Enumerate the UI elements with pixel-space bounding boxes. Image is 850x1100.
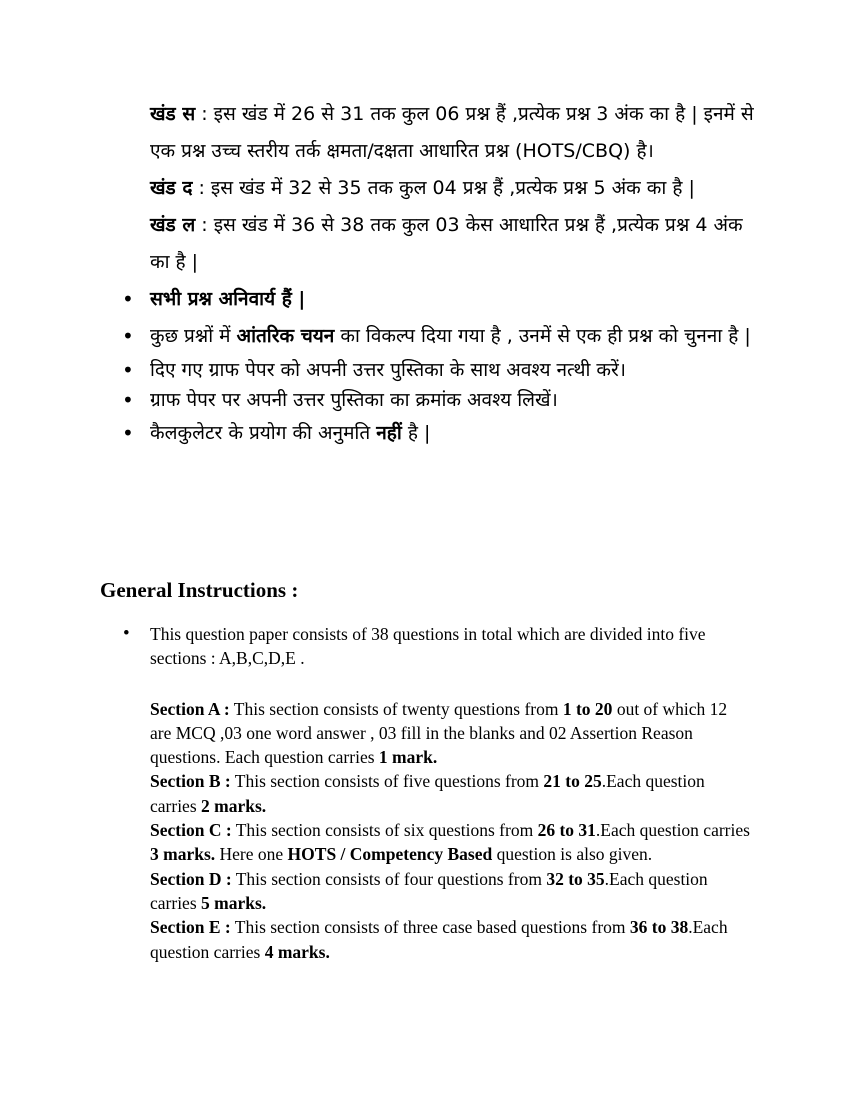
section-a-label: Section A : (150, 698, 230, 719)
hindi-bullet-1 (120, 281, 760, 318)
section-e-range: 36 to 38 (629, 917, 689, 938)
hindi-bullet-2-c: का विकल्प दिया गया है , उनमें से एक ही प्रश्न को चुनना है | (334, 325, 751, 347)
hindi-section-e-label: खंड ल (150, 214, 196, 236)
hindi-section-c-text: : इस खंड में 26 से 31 तक कुल 06 प्रश्न हैं ,प्रत्येक प्रश्न 3 अंक का है | इनमें से एक प्रश्न उच्च स्तरीय तर्क क्षमता/दक्षता आधारित प्रश्न (HOTS/CBQ) है। (150, 103, 754, 162)
section-b-marks: 2 marks. (201, 795, 267, 816)
hindi-bullet-1-text: सभी प्रश्न अनिवार्य हैं | (150, 288, 306, 310)
section-b-t1: This section consists of five questions from (230, 771, 544, 792)
section-d-t2: .Each question carries (150, 868, 708, 913)
hindi-section-e-text: : इस खंड में 36 से 38 तक कुल 03 केस आधारित प्रश्न हैं ,प्रत्येक प्रश्न 4 अंक का है | (150, 214, 743, 273)
general-intro-text: This question paper consists of 38 questions in total which are divided into five sections : A,B,C,D,E . (150, 624, 706, 669)
general-intro (120, 622, 750, 671)
section-c-marks: 3 marks. (150, 844, 216, 865)
general-instructions (120, 622, 750, 964)
section-e-t2: .Each question carries (150, 917, 728, 962)
hindi-bullet-5 (120, 415, 760, 452)
section-c-range: 26 to 31 (537, 820, 596, 841)
hindi-instructions (120, 96, 760, 452)
section-c-t4: question is also given. (492, 844, 653, 865)
section-d-range: 32 to 35 (546, 868, 605, 889)
hindi-bullet-2-b: आंतरिक चयन (236, 325, 335, 347)
section-d (150, 867, 750, 916)
hindi-section-c (120, 96, 760, 170)
section-b (150, 769, 750, 818)
section-c-t3: Here one (215, 844, 288, 865)
section-d-label: Section D : (150, 868, 232, 889)
hindi-section-c-label: खंड स (150, 103, 196, 125)
hindi-bullet-3-text: दिए गए ग्राफ पेपर को अपनी उत्तर पुस्तिका के साथ अवश्य नत्थी करें। (150, 359, 626, 381)
section-b-range: 21 to 25 (543, 771, 602, 792)
general-instructions-heading: General Instructions : (100, 578, 299, 602)
section-e (150, 915, 750, 964)
section-a-range: 1 to 20 (562, 698, 613, 719)
section-c-hots: HOTS / Competency Based (287, 844, 493, 865)
hindi-bullet-2-a: कुछ प्रश्नों में (150, 325, 237, 347)
section-a-t1: This section consists of twenty questions from (229, 698, 563, 719)
hindi-bullet-4-text: ग्राफ पेपर पर अपनी उत्तर पुस्तिका का क्रमांक अवश्य लिखें। (150, 389, 558, 411)
hindi-section-d (120, 170, 760, 207)
section-c-label: Section C : (150, 820, 232, 841)
section-e-label: Section E : (150, 917, 231, 938)
section-b-t2: .Each question carries (150, 771, 705, 816)
section-c (150, 818, 750, 867)
hindi-bullet-2 (120, 318, 760, 355)
section-e-t1: This section consists of three case based questions from (230, 917, 630, 938)
hindi-bullet-4 (120, 385, 760, 415)
section-c-t1: This section consists of six questions from (231, 820, 538, 841)
hindi-section-d-label: खंड द (150, 177, 193, 199)
section-a (150, 697, 750, 770)
section-a-t2: out of which 12 are MCQ ,03 one word answer , 03 fill in the blanks and 02 Assertion Reason questions. Each question carries (150, 698, 728, 768)
section-e-marks: 4 marks. (264, 941, 330, 962)
section-b-label: Section B : (150, 771, 231, 792)
hindi-bullet-3 (120, 355, 760, 385)
section-d-t1: This section consists of four questions from (231, 868, 547, 889)
hindi-section-d-text: : इस खंड में 32 से 35 तक कुल 04 प्रश्न हैं ,प्रत्येक प्रश्न 5 अंक का है | (198, 177, 695, 199)
section-c-t2: .Each question carries (595, 820, 750, 841)
hindi-section-e (120, 207, 760, 281)
section-a-marks: 1 mark. (378, 747, 438, 768)
hindi-bullet-5-a: कैलकुलेटर के प्रयोग की अनुमति (150, 422, 377, 444)
section-list (150, 697, 750, 964)
hindi-bullet-5-c: है | (401, 422, 431, 444)
hindi-bullet-5-b: नहीं (376, 422, 402, 444)
section-d-marks: 5 marks. (201, 892, 267, 913)
